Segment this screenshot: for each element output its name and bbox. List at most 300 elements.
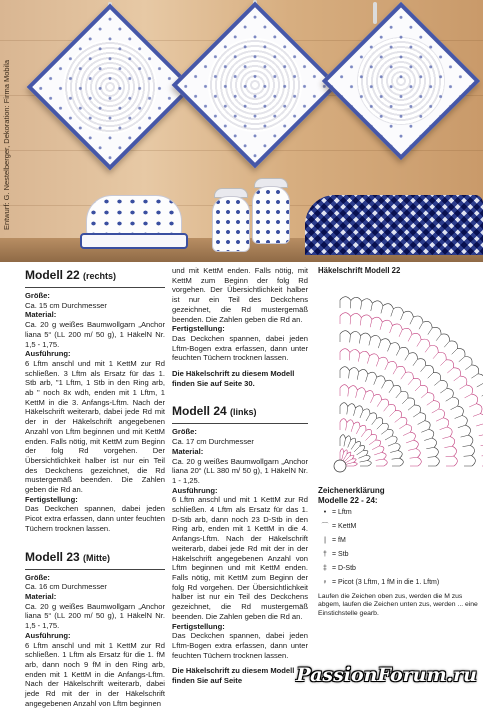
chain-arc [379,357,388,362]
stitch-mark [428,372,434,378]
chain-arc [382,320,392,325]
chain-arc [447,388,454,397]
chain-arc [381,338,391,343]
chain-arc [453,367,460,375]
chain-arc [423,321,432,328]
chain-arc [438,352,446,360]
stitch-mark [347,406,348,414]
doily-potholder-right [322,2,480,160]
stitch-mark [413,412,420,416]
chain-arc [468,435,473,445]
stitch-mark [444,446,452,447]
slip-stitch-icon: ⌒ [318,522,332,532]
legend-item-label: = KettM [332,522,356,532]
stitch-mark [363,392,366,400]
stitch-mark [377,423,383,429]
chain-arc [368,460,372,466]
chart-reference-note: Die Häkelschrift zu diesem Modell finden Sie auf Seite [172,666,308,685]
stitch-mark [421,429,428,432]
chain-arc [344,450,348,454]
stitch-mark [385,436,392,440]
chain-arc [460,376,467,385]
stitch-mark [354,446,360,452]
chain-arc [388,429,394,436]
chain-arc [458,406,464,415]
instructions-continued: und mit KettM enden. Falls nötig, mit KettM zum Beginn der folg Rd vorgehen. Der Übersichtlichkeit halber ist nur ein Teil des Deckchens gezeichnet, die Rd mustergemäß beenden. Die Zahlen geben die Rd an. [172,266,308,324]
stitch-mark [465,394,472,398]
size-label: Größe: [172,427,308,437]
legend-item [318,548,478,562]
finishing-label: Fertigstellung: [172,622,308,632]
stitch-mark [419,322,423,329]
stitch-mark [372,446,379,450]
legend-item [318,562,478,576]
chain-arc [349,385,358,389]
chain-arc [363,450,368,455]
stitch-mark [469,403,476,406]
stitch-mark [461,435,469,437]
stitch-mark [360,317,361,325]
stitch-mark [413,359,418,366]
stitch-mark [415,385,421,391]
chain-arc [371,434,376,440]
chain-arc [372,317,382,322]
chain-arc [421,339,430,346]
chain-arc [340,330,350,334]
material-label: Material: [25,592,165,602]
material-text: Ca. 20 g weißes Baumwollgarn „Anchor liana 5“ (LL 200 m/ 50 g), 1 HäkelN Nr. 1,5 - 1,75. [25,602,165,631]
instructions-label: Ausführung: [25,349,165,359]
stitch-mark [417,340,421,347]
chain-arc [357,387,365,392]
stitch-mark [428,456,436,457]
chain-arc [408,398,415,405]
stitch-mark [465,365,471,370]
stitch-mark [378,340,381,348]
legend-item-label: = fM [332,536,346,546]
chain-arc [434,447,438,456]
stitch-mark [366,374,368,382]
column-left [25,266,165,708]
stitch-mark [360,460,368,462]
stitch-mark [372,418,377,424]
stitch-mark [395,417,401,422]
chain-arc [340,418,347,422]
chain-arc [374,394,382,400]
chain-arc [462,415,467,425]
stitch-mark [444,341,449,347]
legend-item [318,534,478,548]
chain-arc [371,335,381,340]
model22-heading: Modell 22 (rechts) [25,268,165,283]
chain-arc [400,458,404,466]
chain-arc [401,391,408,398]
chain-arc [430,345,438,352]
material-label: Material: [25,310,165,320]
stitch-mark [471,374,478,378]
pepper-shaker [252,186,290,244]
instructions-label: Ausführung: [25,631,165,641]
crochet-diagram [318,278,468,478]
chain-arc [412,333,421,339]
legend-item-label: = Picot (3 Lftm, 1 fM in die 1. Lftm) [332,578,439,588]
chain-arc [340,384,349,388]
chain-arc [436,456,440,465]
stitch-mark [455,415,462,418]
finishing-text: Das Deckchen spannen, dabei jeden Lftm-Bogen extra erfassen, dann unter feuchten Tüchern trocknen lassen. [172,631,308,660]
chain-arc [351,313,362,317]
chain-arc [340,448,344,452]
stitch-mark [350,316,351,324]
chain-arc [432,438,437,447]
chain-arc [348,403,356,407]
stitch-mark [354,408,356,416]
chain-arc [406,424,412,432]
stitch-mark [459,356,465,361]
stitch-mark [433,352,438,358]
chain-arc [447,427,452,437]
chain-arc [427,392,434,400]
chain-arc [429,429,434,438]
finishing-label: Fertigstellung: [25,495,165,505]
checked-cloth [305,195,483,255]
chain-arc [372,301,383,306]
stitch-mark [401,372,406,379]
chain-arc [465,356,472,364]
finishing-text: Das Deckchen spannen, dabei jeden Lftm-Bogen extra erfassen, dann unter feuchten Tüchern trocknen lassen. [172,334,308,363]
chain-arc [354,422,360,427]
chain-arc [472,455,476,465]
stitch-mark [440,360,446,366]
chain-arc [340,312,351,316]
chain-arc [450,341,458,349]
chain-arc [391,342,400,348]
chain-arc [362,298,373,302]
chain-arc [453,397,459,406]
chain-arc [392,436,397,443]
chain-arc [363,409,370,414]
chain-arc [340,366,349,370]
stitch-mark [390,325,393,333]
stitch-mark [396,348,400,355]
chain-arc [346,436,351,440]
stitch-mark [440,388,447,393]
chain-arc [376,440,381,446]
instructions-text: 6 Lftm anschl und mit 1 KettM zur Rd schließen. 3 Lftm als Ersatz für das 1. Stb arb, "1 Lftm, 1 Stb in den Ring arb, ab " noch 8x wdh, enden mit 1 Lftm, 1 KettM in die 3. Anfangs-Lftm. Nach der Häkelschrift weiterarb, dabei jede Rd mit der in der Häkelschrift angegebenen Anzahl von Lftm beginnen und mit KettM enden. Falls nötig, mit KettM zum Beginn der folg Rd vorgehen. Der Übersichtlichkeit halber ist nur ein Teil des Deckchens gezeichnet, die Rd mustergemäß beenden. Die Zahlen geben die Rd an. [25,359,165,495]
chain-arc [470,445,474,455]
stitch-mark [458,425,466,428]
legend-item-label: = Stb [332,550,349,560]
column-right [318,266,478,618]
stitch-mark [440,427,448,430]
legend-list [318,506,478,590]
finishing-label: Fertigstellung: [172,324,308,334]
stitch-mark [351,424,354,432]
chain-arc [398,450,402,458]
stitch-mark [405,353,409,360]
legend-title: Zeichenerklärung Modelle 22 - 24: [318,486,478,506]
stitch-mark [360,410,363,417]
stitch-mark [479,434,483,436]
stitch-mark [376,359,379,367]
stitch-mark [436,418,443,421]
chain-arc [340,348,350,352]
stitch-mark [349,352,350,360]
chain-arc [443,418,448,427]
stitch-mark [388,443,395,446]
chain-arc [421,385,428,392]
chain-arc [414,440,419,448]
stitch-mark [348,440,351,447]
stitch-mark [381,429,387,434]
stitch-mark [390,411,396,417]
chain-arc [361,333,371,338]
chain-arc [432,327,441,334]
stitch-mark [349,370,350,378]
chain-arc [409,352,418,359]
chain-arc [354,462,358,466]
chain-arc [379,446,384,452]
chain-arc [397,366,405,372]
chain-arc [377,375,386,381]
chain-arc [476,403,482,413]
stitch-mark [393,367,397,374]
doily-potholder-left [27,4,194,171]
stitch-mark [342,452,344,460]
chain-arc [454,456,458,466]
stitch-mark [346,462,354,464]
chain-arc [395,443,400,451]
stitch-mark [476,423,483,425]
chain-arc [388,361,397,367]
chain-arc [340,434,346,438]
stitch-mark [371,303,373,311]
chain-arc [359,369,368,374]
chain-arc [351,297,362,301]
chain-arc [361,315,372,319]
stitch-mark [357,372,359,380]
stitch-mark [426,447,434,449]
chain-arc [439,409,445,418]
stitch-mark [367,356,369,364]
stitch-mark [410,457,418,458]
product-photo [0,0,483,262]
stitch-mark [361,301,362,309]
chain-arc [382,399,389,405]
stitch-mark [399,329,402,336]
chain-arc [472,394,478,404]
chain-arc [393,307,403,312]
chain-arc [347,452,351,456]
stitch-mark [408,405,414,410]
stitch-mark [447,368,453,373]
stitch-mark [425,346,430,352]
chain-arc [416,448,420,457]
stitch-mark [446,456,454,457]
chain-arc [382,423,388,429]
size-label: Größe: [25,573,165,583]
chain-arc [400,347,409,353]
stitch-mark [463,445,471,446]
chain-arc [349,367,358,371]
chain-arc [433,372,440,380]
stitch-mark [460,385,467,389]
salt-shaker [212,196,250,252]
instructions-text: 6 Lftm anschl und mit 1 KettM zur Rd schließen. 1 Lftm als Ersatz für die 1. fM arb, dann noch 9 fM in den Ring arb, enden mit 1 KettM in die Anfangs-Lftm. Nach der Häkelschrift weiterarb, dabei jede Rd mit der in der Häkelschrift angegebenen Anzahl von Lftm beginnen [25,641,165,708]
stitch-mark [357,450,364,455]
stitch-mark [346,422,347,430]
stitch-mark [388,344,391,351]
stitch-mark [408,334,412,341]
stitch-mark [464,455,472,456]
chain-arc [350,349,360,353]
stitch-mark [359,455,366,458]
chain-arc [402,328,412,334]
stitch-mark [452,348,458,354]
stitch-mark [451,406,458,410]
chain-arc [366,390,374,395]
chain-arc [404,311,414,317]
material-label: Material: [172,447,308,457]
stitch-mark [350,300,351,308]
chain-arc [370,413,377,419]
size-value: Ca. 16 cm Durchmesser [25,582,165,592]
chain-arc [441,334,449,341]
chain-arc [466,425,471,435]
picot-icon: ♀ [318,578,332,588]
legend-item-label: = D-Stb [332,564,356,574]
chain-arc [340,296,351,300]
stitch-mark [384,405,389,411]
material-text: Ca. 20 g weißes Baumwollgarn „Anchor liana 5“ (LL 200 m/ 50 g), 1 HäkelN Nr. 1,5 - 1,75. [25,320,165,349]
stitch-mark [356,427,360,434]
chain-arc [472,365,479,374]
chain-arc [389,404,396,410]
stitch-mark [446,397,453,401]
chain-arc [418,358,426,365]
start-ring [334,460,346,472]
stitch-mark [391,309,394,317]
stitch-mark [350,334,351,342]
chain-arc [347,420,354,424]
stitch-mark [361,430,366,437]
stitch-mark [428,328,432,335]
stitch-mark [410,317,414,324]
stitch-mark [369,337,371,345]
chain-arc [395,410,401,417]
stitch-mark [396,392,401,398]
stitch-mark [432,409,439,413]
size-label: Größe: [25,291,165,301]
stitch-mark [454,376,460,381]
butter-dish [80,195,188,251]
watermark-logo: PassionForum.ru [296,664,477,686]
chain-arc [410,432,415,440]
chain-arc [360,425,366,430]
stitch-mark [366,435,372,441]
chain-arc [382,452,386,459]
column-middle [172,266,308,686]
size-value: Ca. 15 cm Durchmesser [25,301,165,311]
chain-arc [450,436,455,446]
chain-arc [478,374,483,383]
model24-heading: Modell 24 (links) [172,404,308,419]
stitch-mark [424,438,432,440]
chain-arc [383,303,393,308]
stitch-mark [356,390,358,398]
material-text: Ca. 20 g weißes Baumwollgarn „Anchor liana 20“ (LL 380 m/ 50 g), 1 HäkelN Nr. 1 - 1,25. [172,457,308,486]
chain-arc [352,459,356,463]
stitch-mark [418,420,425,424]
stitch-mark [389,386,393,393]
chain-arc [413,316,423,322]
chain-arc [385,380,393,386]
chain-arc [466,385,472,394]
stitch-mark [392,458,400,459]
chain-arc [370,354,380,359]
stitch-mark [408,448,416,450]
stitch-mark [358,353,359,361]
chain-arc [366,429,372,434]
stitch-mark [374,452,382,455]
stitch-mark [434,380,440,385]
stitch-mark [436,334,441,340]
stitch-mark [421,365,426,371]
stitch-mark [370,319,372,327]
stitch-mark [403,432,410,435]
stitch-mark [442,436,450,438]
chain-arc [360,351,370,356]
chain-arc [425,420,431,429]
chain-arc [457,348,465,356]
size-value: Ca. 17 cm Durchmesser [172,437,308,447]
legend-note: Laufen die Zeichen oben zus, werden die M zus abgem, laufen die Zeichen unten zus, werden ... eine Einstichstelle gearb. [318,593,478,619]
chain-arc [401,417,407,424]
stitch-mark [402,398,408,404]
chain-arc [440,380,447,388]
instructions-text: 6 Lftm anschl und mit 1 KettM zur Rd schließen. 4 Lftm als Ersatz für das 1. D-Stb arb, dann noch 23 D-Stb in den Ring arb, enden mit 1 KettM in die 4. Anfangs-Lftm. Nach der Häkelschrift weiterarb, dabei jede Rd mit der in der Häkelschrift angegebenen Anzahl von Lftm beginnen und mit KettM enden. Falls nötig, mit KettM zum Beginn der folg Rd vorgehen. Der Übersichtlichkeit halber ist nur ein Teil des Deckchens gezeichnet, die Rd mustergemäß beenden. Die Zahlen geben die Rd an. [172,495,308,621]
stitch-mark [406,440,414,443]
single-crochet-icon: | [318,536,332,546]
legend-item [318,520,478,534]
chain-arc [351,438,356,443]
chain-arc [405,372,413,379]
legend-item [318,506,478,520]
model23-heading: Modell 23 (Mitte) [25,550,165,565]
instructions-label: Ausführung: [172,486,308,496]
stitch-mark [344,438,346,446]
chain-arc [356,406,364,411]
chain-arc [414,405,420,413]
stitch-mark [401,312,404,319]
chain-arc [366,455,370,460]
chain-arc [418,457,422,466]
stitch-mark [385,362,388,369]
chain-arc [392,324,402,330]
chain-arc [384,459,388,466]
chain-arc [433,400,439,408]
chart-reference-note: Die Häkelschrift zu diesem Modell finden Sie auf Seite 30. [172,369,308,388]
wall-hook [373,2,377,24]
stitch-mark [390,450,398,452]
stitch-mark [408,378,413,384]
diagram-title: Häkelschrift Modell 22 [318,266,478,276]
stitch-mark [351,442,356,449]
chain-arc [350,331,360,335]
stitch-mark [477,383,483,387]
stitch-mark [369,440,376,445]
stitch-mark [381,305,383,313]
